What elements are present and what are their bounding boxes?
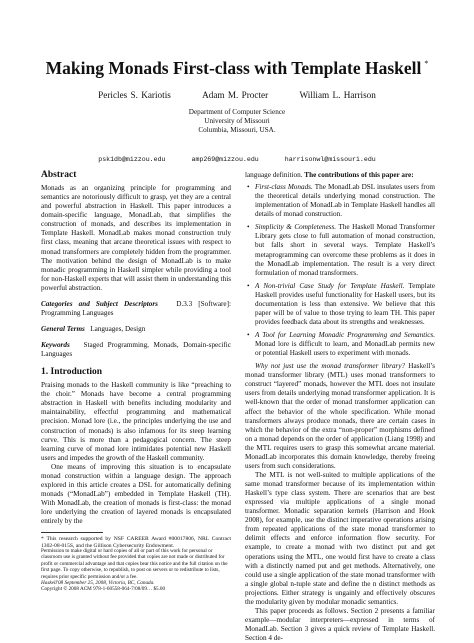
list-item: • A Tool for Learning Monadic Programming and Semantics. Monad lore is difficult to learn, and MonadLab permits new or potential Haskell users to experiment with monads.	[245, 331, 435, 358]
footnote: * This research supported by NSF CAREER Award #00017806, NRL Contract 1302-08-015S, and the Gillison Cybersecurity Endowment.	[41, 536, 231, 550]
affiliation-university: University of Missouri	[204, 117, 270, 125]
email-link[interactable]: harrisonwl@missouri.edu	[284, 156, 376, 163]
abstract-text: Monads as an organizing principle for programming and semantics are notoriously difficult to grasp, yet they are a central and powerful abstraction in Haskell. This paper introduces a domain-specific language, MonadLab, that simplifies the construction of monads, and describes its implementation in Template Haskell. MonadLab makes monad construction truly first class, meaning that arcane theoretical issues with respect to monad transformers are completely hidden from the programmer. The motivation behind the design of MonadLab is to make monadic programming in Haskell simpler while providing a tool for non-Haskell experts that will assist them in understanding this powerful abstraction.	[41, 184, 231, 292]
keywords-text: Staged Programming, Monads, Domain-specific Languages	[41, 341, 231, 359]
left-column	[41, 171, 231, 550]
intro-paragraph: Praising monads to the Haskell community is like “preaching to the choir.” Monads have become a central programming abstraction in Haskell with benefits including modularity and maintainability, effectful programming and mathematical precision. Monad lore (i.e., the principles underlying the use and construction of monads) is also infamous for its steep learning curve. This is more than a pedagogical concern. The steep learning curve of monad lore intimidates potential new Haskell users and impedes the growth of the Haskell community.	[41, 381, 231, 462]
paper-title: Making Monads First-class with Template Haskell *	[45, 58, 429, 78]
categories-label: Categories and Subject Descriptors	[41, 299, 158, 308]
author-name: William L. Harrison	[299, 90, 376, 100]
permission-notice: Permission to make digital or hard copies of all or part of this work for personal or classroom use is granted without fee provided that copies are not made or distributed for profit or commercial advantage and that copies bear this notice and the full citation on the first page. To copy otherwise, to republish, to post on servers or to redistribute to lists, requires prior specific permission and/or a fee.	[41, 548, 228, 580]
body-paragraph: The MTL is not well-suited to multiple applications of the same monad transformer because of its implementation within Haskell’s type class system. There are scenarios that are best expressed via multiple applications of a single monad transformer. Monadic separation kernels (Harrison and Hook 2008), for example, use the distinct imperative operations arising from repeated applications of the state monad transformer to delimit effects and enforce information flow security. For example, to create a monad with two distinct put and get operations using the MTL, one would first have to create a class with a distinctly named put and get methods. Alternatively, one could use a single application of the state monad transformer with a single global n-tuple state and define the n distinct methods as projections. Either strategy is ungainly and effectively obscures the modularity given by modular monadic semantics.	[245, 470, 435, 606]
copyright-line: Copyright © 2008 ACM 978-1-60558-064-7/08/09… $5.00	[41, 586, 166, 593]
keywords-label: Keywords	[41, 341, 70, 349]
contributions-list	[245, 183, 435, 358]
permission-block	[41, 548, 231, 593]
affiliation-location: Columbia, Missouri, USA.	[198, 126, 276, 134]
right-column	[245, 171, 435, 643]
general-terms-label: General Terms	[41, 324, 85, 333]
general-terms-text: Languages, Design	[90, 324, 146, 333]
general-terms	[41, 325, 231, 334]
contributions-lead-bold: The contributions of this paper are:	[304, 171, 414, 179]
contributions-lead: language definition. The contributions of this paper are:	[245, 171, 414, 179]
categories-text: D.3.3 [Software]: Programming Languages	[41, 299, 231, 317]
venue-line: Haskell'08 September 25, 2008, Victoria, BC, Canada.	[41, 580, 155, 587]
author-emails	[0, 156, 474, 163]
body-paragraph: This paper proceeds as follows. Section 2 presents a familiar example—modular interpreters—expressed in terms of MonadLab. Section 3 gives a quick review of Template Haskell. Section 4 de-	[245, 606, 435, 643]
abstract-heading: Abstract	[41, 170, 77, 180]
keywords	[41, 341, 231, 359]
affiliation-department: Department of Computer Science	[188, 108, 286, 116]
body-paragraph: Why not just use the monad transformer library? Haskell’s monad transformer library (MTL) uses monad transformers to construct “layered” monads, however the MTL does not insulate users from details underlying monad transformer application. It is well-known that the order of monad transformer application can affect the behavior of the whole specification. While monad transformers always produce monads, there are certain cases in which the behavior of the extra “non-proper” morphisms defined on a monad depends on the order of application (Liang 1998) and the MTL requires users to grasp this somewhat arcane material. MonadLab incorporates this domain knowledge, thereby freeing users from such considerations.	[245, 362, 436, 470]
categories	[41, 300, 231, 318]
intro-paragraph: One means of improving this situation is to encapsulate monad construction within a language design. The approach explored in this article creates a DSL for automatically defining monads (“MonadLab”) embedded in Template Haskell (TH). With MonadLab, the creation of monads is first-class: the monad lore underlying the creation of layered monads is encapsulated entirely by the	[41, 462, 231, 526]
footnote-rule	[41, 532, 103, 533]
email-link[interactable]: amp269@mizzou.edu	[191, 156, 259, 163]
title-footnote-mark: *	[424, 59, 429, 68]
author-name: Adam M. Procter	[202, 90, 269, 100]
list-item: • First-class Monads. The MonadLab DSL insulates users from the theoretical details underlying monad construction. The implementation of MonadLab in Template Haskell handles all details of monad construction.	[245, 183, 435, 219]
author-list	[0, 90, 474, 100]
email-link[interactable]: psk1db@mizzou.edu	[98, 156, 166, 163]
list-item: • A Non-trivial Case Study for Template Haskell. Template Haskell provides useful functionality for Haskell users, but its documentation is less than extensive. We believe that this paper will be of value to those trying to learn TH. This paper provides feedback data about its strengths and weaknesses.	[245, 282, 435, 327]
intro-heading: 1. Introduction	[41, 367, 103, 378]
author-name: Pericles S. Kariotis	[98, 90, 171, 100]
list-item: • Simplicity & Completeness. The Haskell Monad Transformer Library gets close to full automation of monad construction, but falls short in several ways. Template Haskell’s metaprogramming can overcome these problems as it does in the MonadLab implementation. The result is a very direct formulation of monad transformers.	[245, 223, 435, 277]
